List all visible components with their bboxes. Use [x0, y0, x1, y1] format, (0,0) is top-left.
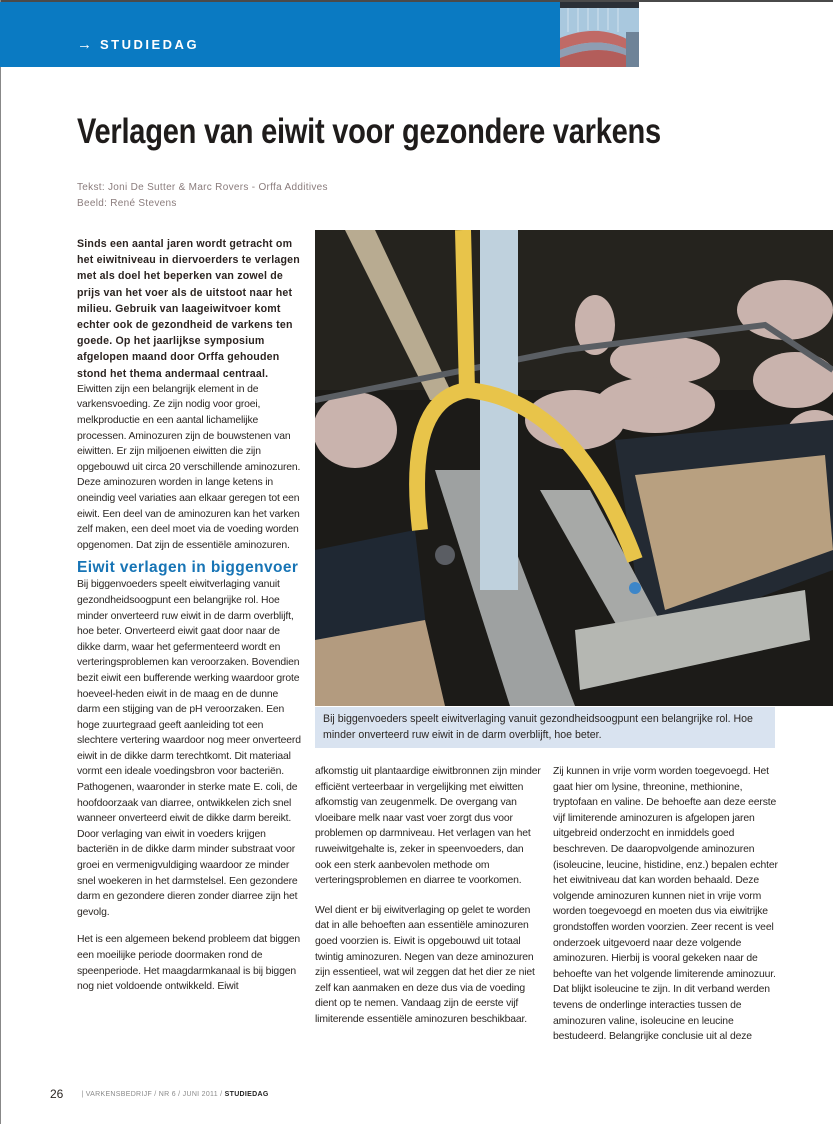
arrow-right-icon: → — [77, 36, 92, 53]
article-credits — [77, 180, 328, 212]
author-credit: Tekst: Joni De Sutter & Marc Rovers - Orffa Additives — [77, 182, 328, 193]
photo-credit: Beeld: René Stevens — [77, 198, 177, 209]
footer-date: / JUNI 2011 / — [178, 1090, 223, 1098]
body-paragraph: Het is een algemeen bekend probleem dat biggen een moeilijke periode doormaken rond de speenperiode. Het maagdarmkanaal is bij biggen nog niet voldoende ontwikkeld. Eiwit — [77, 934, 301, 993]
section-label — [77, 36, 199, 53]
section-label-text: STUDIEDAG — [100, 37, 200, 52]
intro-paragraph: Sinds een aantal jaren wordt getracht om het eiwitniveau in diervoerders te verlagen met als doel het beperken van zowel de prijs van het voer als de uitstoot naar het milieu. Gebruik van laageiwitvoer komt echter ook de gezondheid de varkens ten goede. Op het jaarlijkse symposium afgelopen maand door Orffa gehouden stond het thema andermaal centraal. — [77, 238, 300, 380]
body-paragraph: Zij kunnen in vrije vorm worden toegevoegd. Het gaat hier om lysine, threonine, methionine, tryptofaan en valine. De behoefte aan deze eerste vijf limiterende aminozuren is afgelopen jaren uitgebreid onderzocht en inmiddels goed beschreven. De daaropvolgende aminozuren (isoleucine, leucine, histidine, enz.) bepalen echter het eiwitniveau dat kan worden behaald. Deze volgende aminozuren kunnen niet in vrije vorm worden toegevoegd en moeten dus via eiwitrijke grondstoffen worden voorzien. Zeer recent is veel onderzoek uitgevoerd naar deze volgende aminozuren. Hierbij is vooral gekeken naar de behoefte van het volgende limiterende aminozuur. Dat blijkt isoleucine te zijn. In dit verband werden tevens de onderlinge interacties tussen de aminozuren valine, isoleucine en leucine bestudeerd. Belangrijke conclusie uit al deze — [553, 766, 778, 1043]
footer-meta — [81, 1091, 268, 1098]
section-banner — [0, 2, 560, 67]
column-3 — [553, 764, 785, 1072]
column-1 — [77, 236, 303, 1072]
body-paragraph: Bij biggenvoeders speelt eiwitverlaging vanuit gezondheidsoogpunt een belangrijke rol. Hoe minder onverteerd ruw eiwit in de darm overblijft, hoe beter. Onverteerd eiwit gaat door naar de dikke darm, waar het gefermenteerd wordt en verteringsproblemen kan veroorzaken. Bovendien bezit eiwit een bufferende werking waardoor grote hoeveel-heden eiwit in de maag en de dunne darm een stijging van de pH veroorzaken. Een hoge zuurtegraad geeft aanleiding tot een slechtere vertering waardoor nog meer onverteerd eiwit in de dikke darm terechtkomt. Dit materiaal vormt een ideale voedingsbron voor bacteriën. Pathogenen, waaronder in sterke mate E. coli, de hoofdoorzaak van diarree, ontwikkelen zich snel wanneer onverteerd eiwit de dikke darm bereikt. Door verlaging van eiwit in voeders krijgen bacteriën in de dikke darm minder substraat voor groei en vermenigvuldiging waardoor ze minder snel woekeren in het darmstelsel. Een gezondere darm en gezondere dieren zonder diarree zijn het gevolg. — [77, 579, 301, 918]
footer-issue: / NR 6 — [154, 1090, 176, 1098]
pig-feeder-photo — [315, 230, 833, 706]
footer-section: STUDIEDAG — [224, 1090, 269, 1098]
page-number: 26 — [50, 1087, 64, 1101]
page-left-border — [0, 0, 1, 1124]
article-title: Verlagen van eiwit voor gezondere varkens — [77, 112, 661, 151]
banner-photo-auditorium — [560, 2, 639, 67]
footer-magazine: | VARKENSBEDRIJF — [81, 1090, 153, 1098]
article-photo-pig-feeder — [315, 230, 833, 706]
auditorium-illustration — [560, 2, 639, 67]
column-2 — [315, 764, 541, 1072]
page-footer — [50, 1087, 269, 1101]
body-paragraph: afkomstig uit plantaardige eiwitbronnen zijn minder efficiënt verteerbaar in vergelijking met eiwitten afkomstig van zeugenmelk. De overgang van vloeibare melk naar vast voer zorgt dus voor problemen op darmniveau. Het verlagen van het ruweiwitgehalte is, zeker in speenvoeders, dan ook een sterk aanbevolen methode om verteringsproblemen en diarree te voorkomen. — [315, 766, 541, 887]
body-paragraph: Eiwitten zijn een belangrijk element in de varkensvoeding. Ze zijn nodig voor groei, melkproductie en een aantal lichamelijke processen. Aminozuren zijn de bouwstenen van eiwitten. Er zijn miljoenen eiwitten die zijn opgebouwd uit circa 20 verschillende aminozuren. Deze aminozuren worden in lange ketens in oneindig veel variaties aan elkaar geregen tot een eiwit. Een deel van de aminozuren kan het varken zelf maken, een deel moet via de voeding worden opgenomen. Dat zijn de essentiële aminozuren. — [77, 383, 301, 551]
subheading: Eiwit verlagen in biggenvoer — [77, 559, 299, 577]
body-paragraph: Wel dient er bij eiwitverlaging op gelet te worden dat in alle behoeften aan essentiële aminozuren goed voorzien is. Eiwit is opgebouwd uit totaal twintig aminozuren. Negen van deze aminozuren zijn essentieel, wat wil zeggen dat het dier ze niet zelf kan aanmaken en deze dus via de voeding dient op te nemen. Vandaag zijn de eerste vijf limiterende essentiële aminozuren beschikbaar. — [315, 904, 535, 1025]
photo-caption: Bij biggenvoeders speelt eiwitverlaging vanuit gezondheidsoogpunt een belangrijke rol. Hoe minder onverteerd ruw eiwit in de darm overblijft, hoe beter. — [315, 707, 775, 748]
